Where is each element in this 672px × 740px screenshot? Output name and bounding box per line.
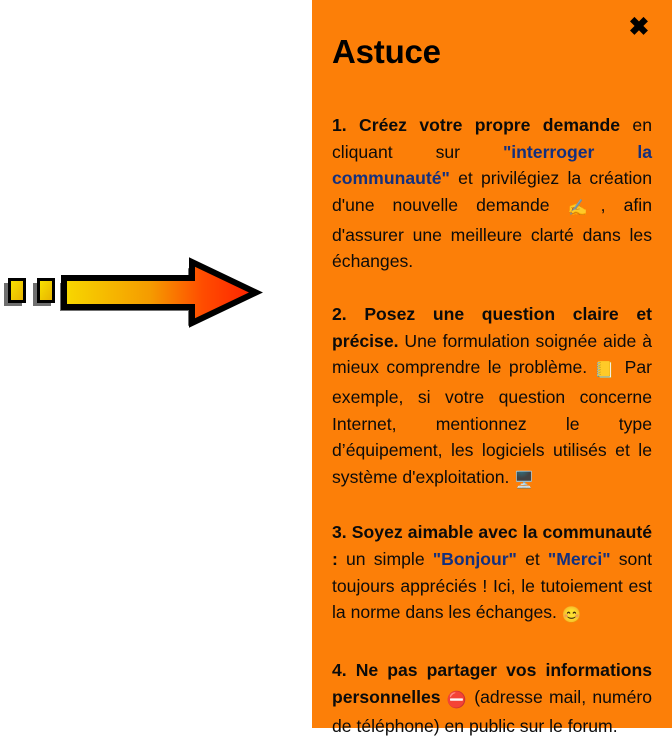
tip-3-text-c: sont toujours appréciés ! Ici, le tutoiement est la norme dans les échanges.: [332, 549, 652, 623]
tip-item-2: [332, 301, 652, 493]
tip-2-text-b: Par exemple, si votre question concerne Internet, mentionnez le type d’équipement, les logiciels utilisés et le système d'exploitation.: [332, 357, 652, 487]
tip-3-text-a: un simple: [337, 549, 433, 570]
smiling-face-emoji: 😊: [561, 607, 582, 625]
tip-1-heading: 1. Créez votre propre demande: [332, 115, 621, 135]
writing-hand-emoji: ✍️: [567, 200, 601, 218]
tip-1-text-c: , afin d'assurer une meilleure clarté dans les échanges.: [332, 195, 652, 272]
close-button[interactable]: [624, 12, 654, 42]
tip-3-text-b: et: [516, 549, 548, 570]
no-entry-emoji: ⛔: [446, 691, 469, 709]
tip-item-1: [332, 112, 652, 275]
tip-3-heading: 3. Soyez aimable avec la communauté :: [332, 522, 652, 570]
desktop-computer-emoji: 🖥️: [514, 471, 535, 489]
tip-3-link-merci: "Merci": [547, 549, 611, 570]
pointing-arrow-graphic: [0, 255, 320, 330]
tip-4-heading: 4. Ne pas partager vos informations personnelles: [332, 659, 652, 707]
arrow-marker-squares: [8, 278, 55, 303]
tip-item-3: [332, 519, 652, 629]
tip-1-link[interactable]: "interroger la communauté": [332, 141, 652, 189]
tip-1-text-b: et privilégiez la création d'une nouvelle demande: [332, 168, 652, 216]
notebook-emoji: 📒: [594, 362, 618, 380]
tip-2-text-a: Une formulation soignée aide à mieux comprendre le problème.: [332, 330, 652, 378]
tip-2-heading: 2. Posez une question claire et précise.: [332, 303, 652, 351]
tip-4-text-a: (adresse mail, numéro de téléphone) en public sur le forum.: [332, 686, 652, 736]
close-icon: ✖: [628, 12, 650, 41]
left-canvas: [0, 0, 312, 728]
tip-3-link-bonjour: "Bonjour": [432, 549, 517, 570]
tip-item-4: [332, 657, 652, 740]
arrow-body: [64, 262, 256, 323]
page-title: Astuce: [332, 33, 441, 70]
tip-1-text-a: en cliquant sur: [332, 115, 653, 162]
tip-panel: [312, 0, 672, 736]
